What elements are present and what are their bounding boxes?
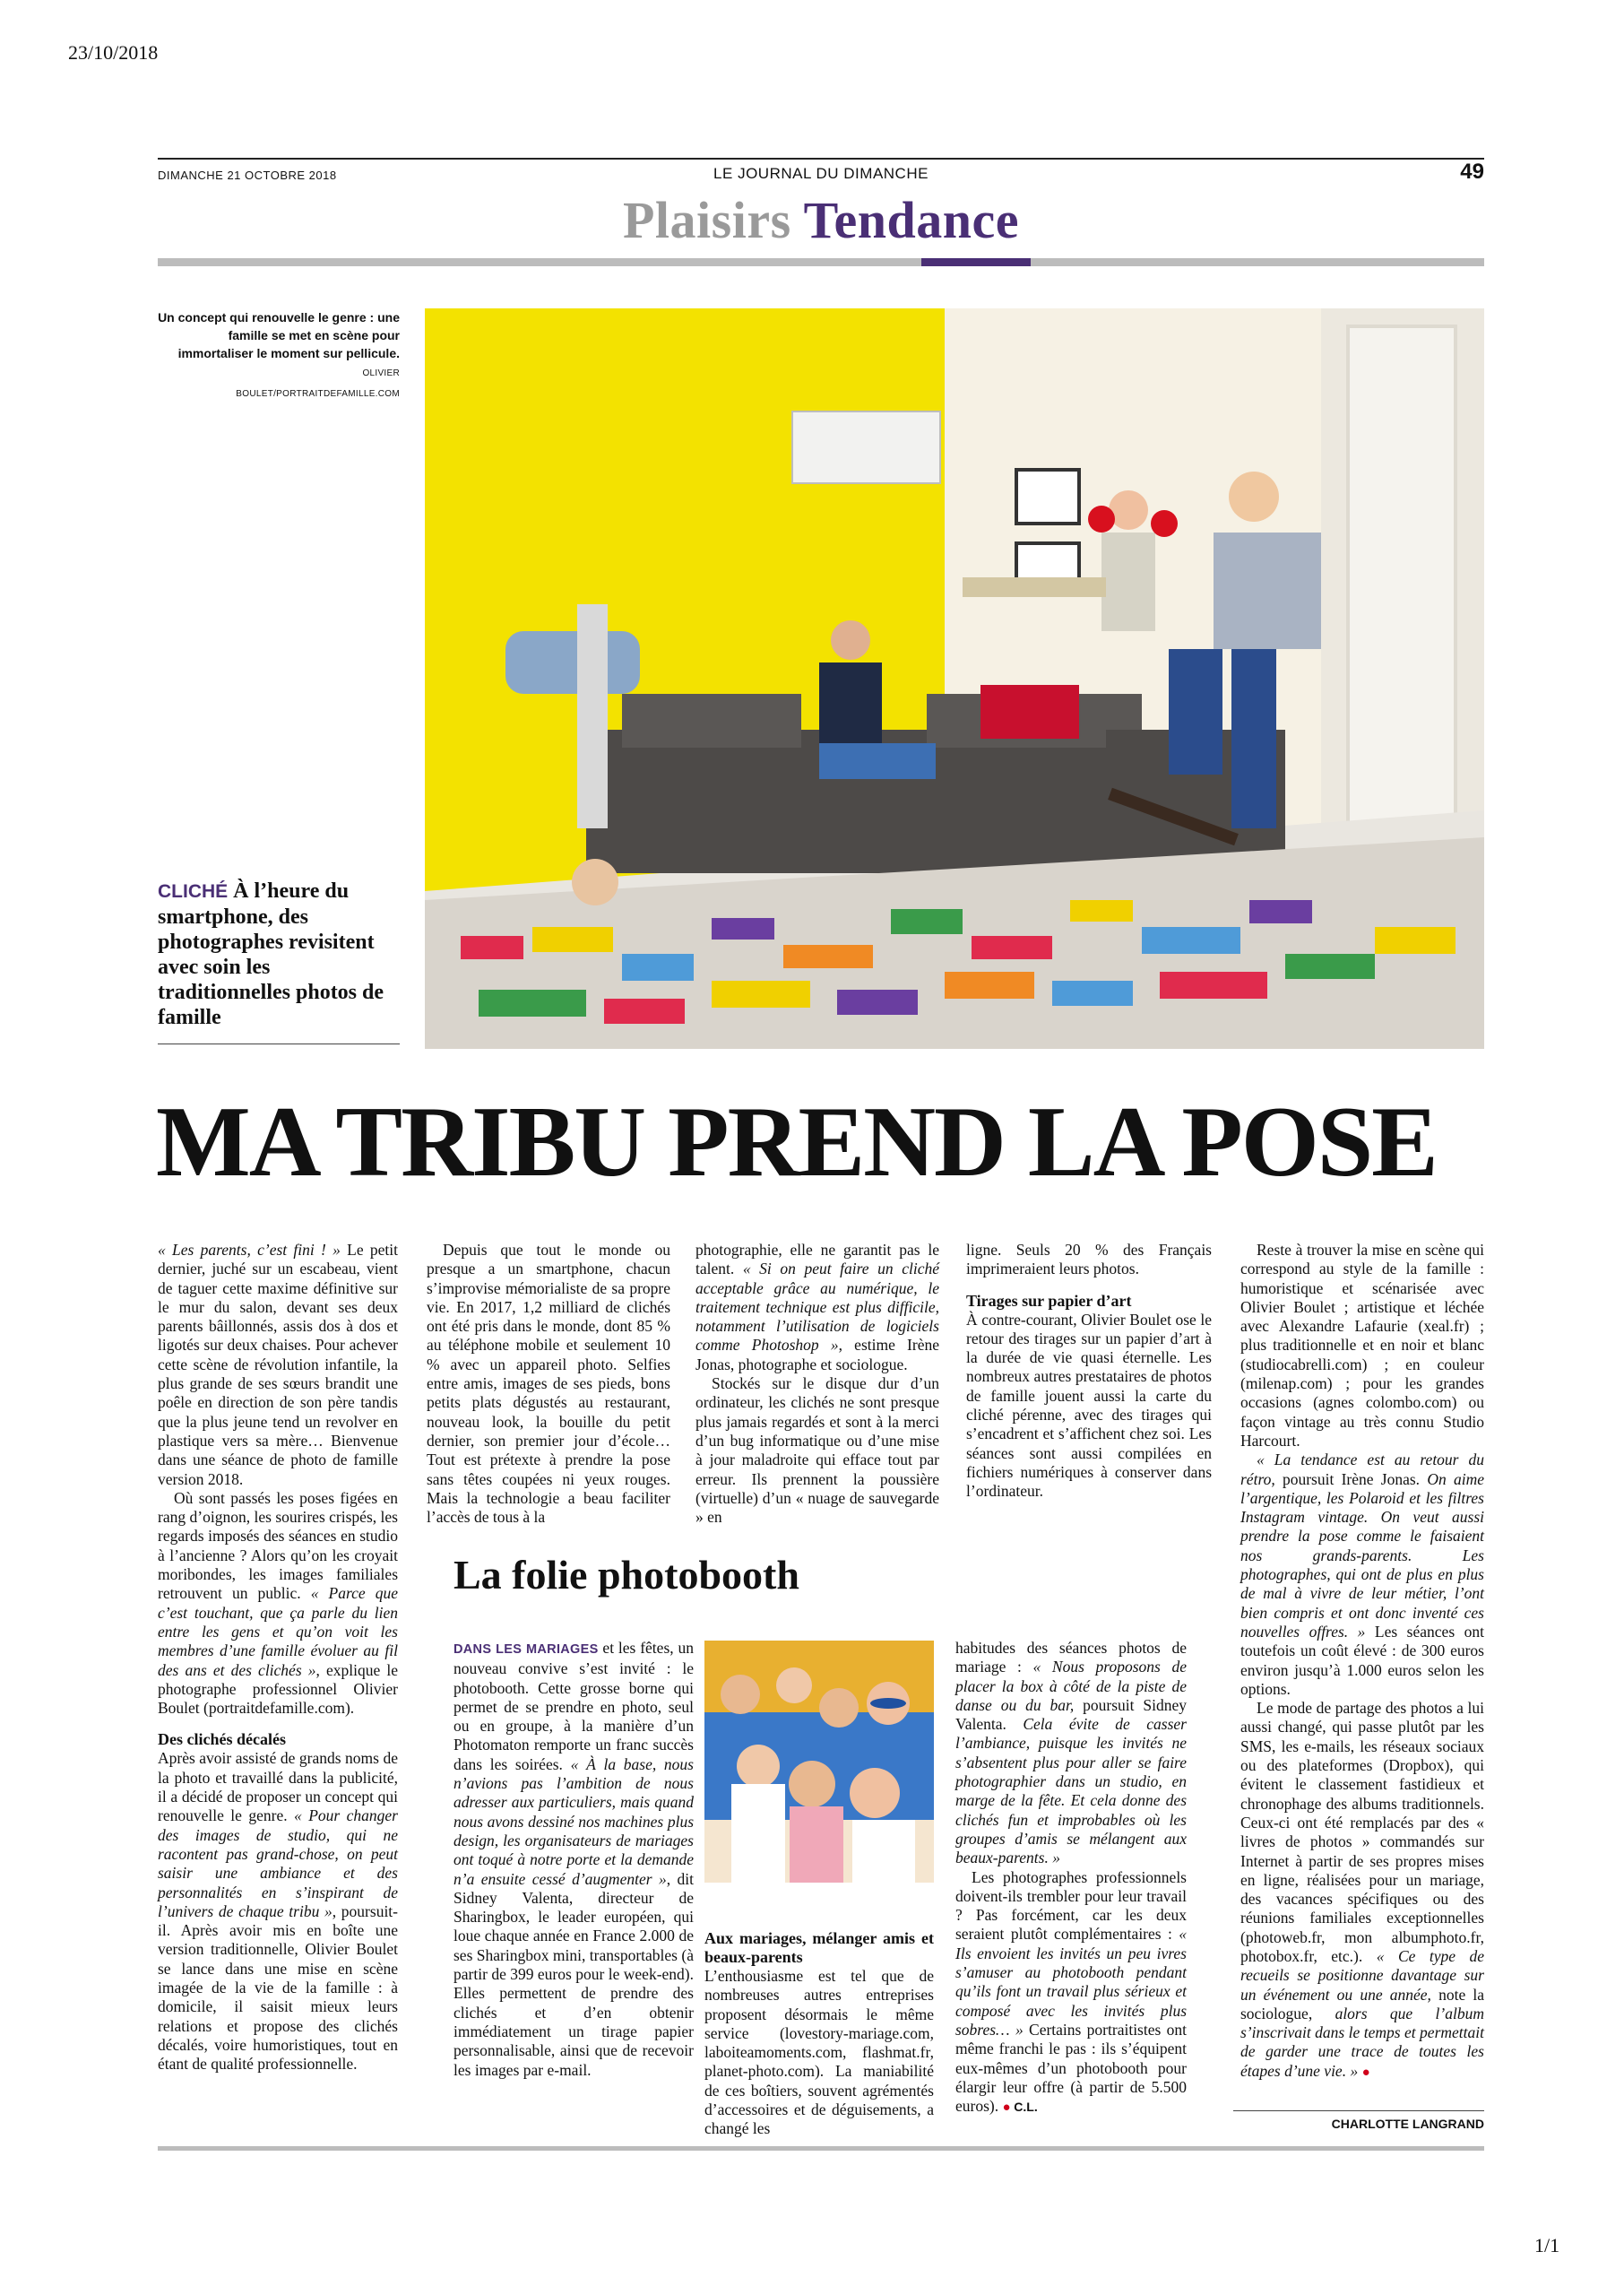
paragraph: L’enthousiasme est tel que de nombreuses autres entreprises proposent désormais le même service (lovestory-mariage.com, laboiteamoments.com, flashmat.fr, planet-photo.com). La maniabilité de ces boîtiers, souvent agrémentés d’accessoires et de déguisements, a changé les: [704, 1967, 934, 2138]
masthead: [158, 160, 1484, 188]
paragraph: [454, 1639, 694, 2080]
subheading: Aux mariages, mélanger amis et beaux-parents: [704, 1929, 934, 1966]
subheading: Tirages sur papier d’art: [966, 1291, 1132, 1310]
paragraph: Depuis que tout le monde ou presque a un smartphone, chacun s’improvise mémorialiste de sa propre vie. En 2017, 1,2 milliard de clichés ont été pris dans le monde, dont 85 % au téléphone mobile et seulement 10 % avec un appareil photo. Selfies entre amis, images de ses pieds, bons petits plats dégustés au restaurant, nouveau look, la bouille du petit dernier, son premier jour d’école… Tout est prétexte à prendre la pose sans têtes coupées ni yeux rouges. Mais la technologie a beau faciliter l’accès de tous à la: [427, 1241, 670, 1527]
article-column-1: [158, 1241, 398, 2137]
end-dot: ●: [1002, 2100, 1015, 2116]
quote: « Nous proposons de placer la box à côté de la piste de danse ou du bar,: [955, 1658, 1187, 1714]
paragraph: [1240, 1451, 1484, 1699]
masthead-rule: [158, 158, 1484, 160]
quote: « Les parents, c’est fini ! »: [158, 1241, 341, 1259]
quote: « Ils envoient les invités un peu ivres s’amuser au photobooth pendant qu’ils font un travail plus sérieux et composé avec les invités plus sobres… »: [955, 1925, 1187, 2039]
photo-caption: [158, 308, 400, 403]
section-title: [158, 190, 1484, 250]
paragraph: [695, 1241, 939, 1374]
paragraph: À contre-courant, Olivier Boulet ose le retour des tirages sur un papier d’art à la durée de vie quasi éternelle. Les nombreux autres prestataires de photos de famille jouent aussi la carte du cliché pérenne, avec des tirages qui s’encadrent et s’affichent chez soi. Les séances sont aussi compilées en fichiers numériques à conserver dans l’ordinateur.: [966, 1310, 1212, 1501]
article-column-5: [1240, 1241, 1484, 2128]
text: , explique le photographe professionnel Olivier Boulet (portraitdefamille.com).: [158, 1660, 399, 1718]
text: Après avoir assisté de grands noms de la photo et travaillé dans la publicité, il a décidé de proposer un concept qui renouvelle le genre.: [158, 1749, 398, 1825]
text: note la sociologue,: [1240, 1985, 1484, 2022]
box-column-3: [955, 1639, 1187, 2141]
quote: « La tendance est au retour du rétro,: [1240, 1451, 1484, 1488]
end-dot: ●: [1361, 2065, 1370, 2080]
section-bar: [158, 258, 1484, 266]
hero-photo: [425, 308, 1484, 1049]
quote: alors que l’album s’inscrivait dans le temps et permettait de garder une trace de toutes les étapes d’une vie. »: [1240, 2004, 1484, 2080]
bottom-bar: [158, 2146, 1484, 2151]
text: poursuit Sidney Valenta.: [955, 1695, 1187, 1734]
quote: « À la base, nous n’avions pas l’ambition de nous adresser aux particuliers, mais quand nous avons dessiné nos machines plus design, les organisateurs de mariages ont toqué à notre porte et la demande n’a ensuite cessé d’augmenter »: [454, 1754, 694, 1888]
photo-credit-2: BOULET/PORTRAITDEFAMILLE.COM: [236, 389, 400, 399]
text: Le petit dernier, juché sur un escabeau, vient de taguer cette maxime définitive sur le mur du salon, devant ses deux parents bâillonnés, assis dos à dos et ligotés sur deux chaises. Pour achever cette scène de révolution infantile, la plus grande de ses sœurs brandit une poêle en direction de son père tandis que la plus jeune tend un revolver en plastique vers sa mère… Bienvenue dans une séance de photo de famille version 2018.: [158, 1241, 399, 1488]
box-column-2: [704, 1917, 934, 2141]
photobooth-photo-illustration: [704, 1641, 934, 1883]
text: Les photographes professionnels doivent-ils trembler pour leur travail ? Pas forcément, car les deux seraient plutôt complémentaires :: [955, 1867, 1187, 1944]
paragraph: [158, 1749, 398, 2074]
headline: MA TRIBU PREND LA POSE: [156, 1087, 1437, 1198]
article-column-3: [695, 1241, 940, 1527]
chapo-keyword: CLICHÉ: [158, 881, 229, 902]
photo-caption-text: Un concept qui renouvelle le genre : une famille se met en scène pour immortaliser le moment sur pellicule.: [158, 310, 400, 360]
quote: « Pour changer des images de studio, qui ne racontent pas grand-chose, on peut saisir une ambiance et des personnalités en s’inspirant de l’univers de chaque tribu »: [158, 1806, 398, 1920]
print-page-number: 1/1: [1534, 2234, 1560, 2256]
quote: Cela évite de casser l’ambiance, puisque les invités ne s’absentent plus pour aller se faire photographier dans un studio, en marge de la fête. Et cela donne des clichés fun et improbables où les groupes d’amis se mélangent aux beaux-parents. »: [955, 1715, 1187, 1867]
initials: C.L.: [1014, 2100, 1038, 2115]
print-date: 23/10/2018: [68, 41, 159, 64]
text: , dit Sidney Valenta, directeur de Sharingbox, le leader européen, qui loue chaque année en France 2.000 de ses Sharingbox mini, transportables (à partir de 399 euros pour le week-end). Elles permettent de prendre des clichés et d’en obtenir immédiatement un tirage papier personnalisable, ainsi que de recevoir les images par e-mail.: [454, 1869, 694, 2079]
text: , estime Irène Jonas, photographe et sociologue.: [695, 1336, 939, 1373]
text: poursuit Irène Jonas.: [1282, 1469, 1428, 1488]
paragraph: Stockés sur le disque dur d’un ordinateur, les clichés ne sont presque plus jamais regardés et sont à la merci d’un bug informatique ou d’une mise à jour maladroite qui efface tout par erreur. Ils prennent la poussière (virtuelle) d’un « nuage de sauvegarde » en: [695, 1374, 939, 1527]
quote: « Si on peut faire un cliché acceptable grâce au numérique, le traitement technique est plus difficile, notamment l’utilisation de logiciels comme Photoshop »: [695, 1260, 940, 1355]
text: , poursuit-il. Après avoir mis en boîte une version traditionnelle, Olivier Boulet se lance dans une mise en scène imagée de la vie de la famille : à domicile, il saisit mieux leurs relations et propose des clichés décalés, voire humoristiques, tout en étant de qualité professionnelle.: [158, 1901, 398, 2074]
section-word-tendance: Tendance: [803, 191, 1019, 249]
article-column-2: [427, 1241, 670, 1527]
photobooth-photo: [704, 1641, 934, 1883]
box-title: La folie photobooth: [454, 1552, 799, 1598]
masthead-date: DIMANCHE 21 OCTOBRE 2018: [158, 169, 337, 182]
box-column-1: [454, 1639, 694, 2141]
paragraph: ligne. Seuls 20 % des Français imprimeraient leurs photos.: [966, 1241, 1212, 1278]
text: Les séances ont toutefois un coût élevé : de 300 euros environ jusqu’à 1.000 euros selon les options.: [1240, 1622, 1484, 1698]
section-word-plaisirs: Plaisirs: [623, 191, 791, 249]
text: Le mode de partage des photos a lui aussi changé, qui passe plutôt par les SMS, les e-mails, les réseaux sociaux ou des plateformes (Dropbox), qui évitent le classement fastidieux et chronophage des albums traditionnels. Ceux-ci ont été remplacés par des « livres de photos » commandés sur Internet à partir de ses propres mises en ligne, réalisées pour un mariage, des vacances spécifiques ou des réunions familiales exceptionnelles (photoweb.fr, mon albumphoto.fr, photobox.fr, etc.).: [1240, 1699, 1484, 1965]
text: habitudes des séances photos de mariage :: [955, 1639, 1187, 1676]
text: Où sont passés les poses figées en rang d’oignon, les sourires crispés, les regards imposés des séances en studio à l’ancienne ? Alors qu’on les croyait moribondes, les images familiales retrouvent un public.: [158, 1488, 398, 1603]
chapo: [158, 879, 400, 1030]
keyword: DANS LES MARIAGES: [454, 1642, 599, 1657]
paragraph: [158, 1241, 398, 1489]
paragraph: [955, 1868, 1187, 2118]
chapo-text: À l’heure du smartphone, des photographes revisitent avec soin les traditionnelles photos de famille: [158, 879, 384, 1029]
text: photographie, elle ne garantit pas le talent.: [695, 1241, 939, 1278]
quote: « Parce que c’est touchant, que ça parle du lien entre les gens et qu’on voit les membres d’une famille évoluer au fil des ans et des clichés »: [158, 1584, 398, 1679]
paragraph: Reste à trouver la mise en scène qui correspond au style de la famille : humoristique et scénarisée avec Olivier Boulet ; artistique et léchée avec Alexandre Lafaurie (xeal.fr) ; plus traditionnelle et en noir et blanc (studiocabrelli.com) ; en couleur (milenap.com) ; pour les grandes occasions (agnes colombo.com) ou façon vintage au très connu Studio Harcourt.: [1240, 1241, 1484, 1450]
paragraph: [955, 1639, 1187, 1868]
text: Certains portraitistes ont même franchi le pas : ils s’équipent eux-mêmes d’un photobooth pour élargir leur offre (à partir de 5.500 euros).: [955, 2020, 1188, 2116]
paragraph: [158, 1489, 398, 1719]
signature: CHARLOTTE LANGRAND: [1233, 2110, 1484, 2131]
quote: « Ce type de recueils se positionne davantage sur un événement ou une année,: [1240, 1946, 1484, 2004]
photo-credit-1: OLIVIER: [362, 368, 400, 378]
paragraph: [1240, 1699, 1484, 2083]
masthead-page-number: 49: [1460, 160, 1484, 184]
hero-photo-illustration: [425, 308, 1484, 1049]
masthead-journal: LE JOURNAL DU DIMANCHE: [713, 165, 929, 182]
subheading: Des clichés décalés: [158, 1730, 286, 1749]
text: et les fêtes, un nouveau convive s’est invité : le photobooth. Cette grosse borne qui permet de se prendre en photo, seul ou en groupe, à la manière d’un Photomaton remporte un franc succès dans les soirées.: [454, 1639, 694, 1773]
quote: On aime l’argentique, les Polaroid et les filtres Instagram vintage. On veut aussi prendre la pose comme le faisaient nos grands-parents. Les photographes, qui ont de plus en plus de mal à vivre de leur métier, l’ont bien compris et ont donc inventé ces nouvelles offres. »: [1240, 1469, 1484, 1641]
article-column-4: [966, 1241, 1212, 1524]
section-bar-accent: [921, 258, 1031, 266]
